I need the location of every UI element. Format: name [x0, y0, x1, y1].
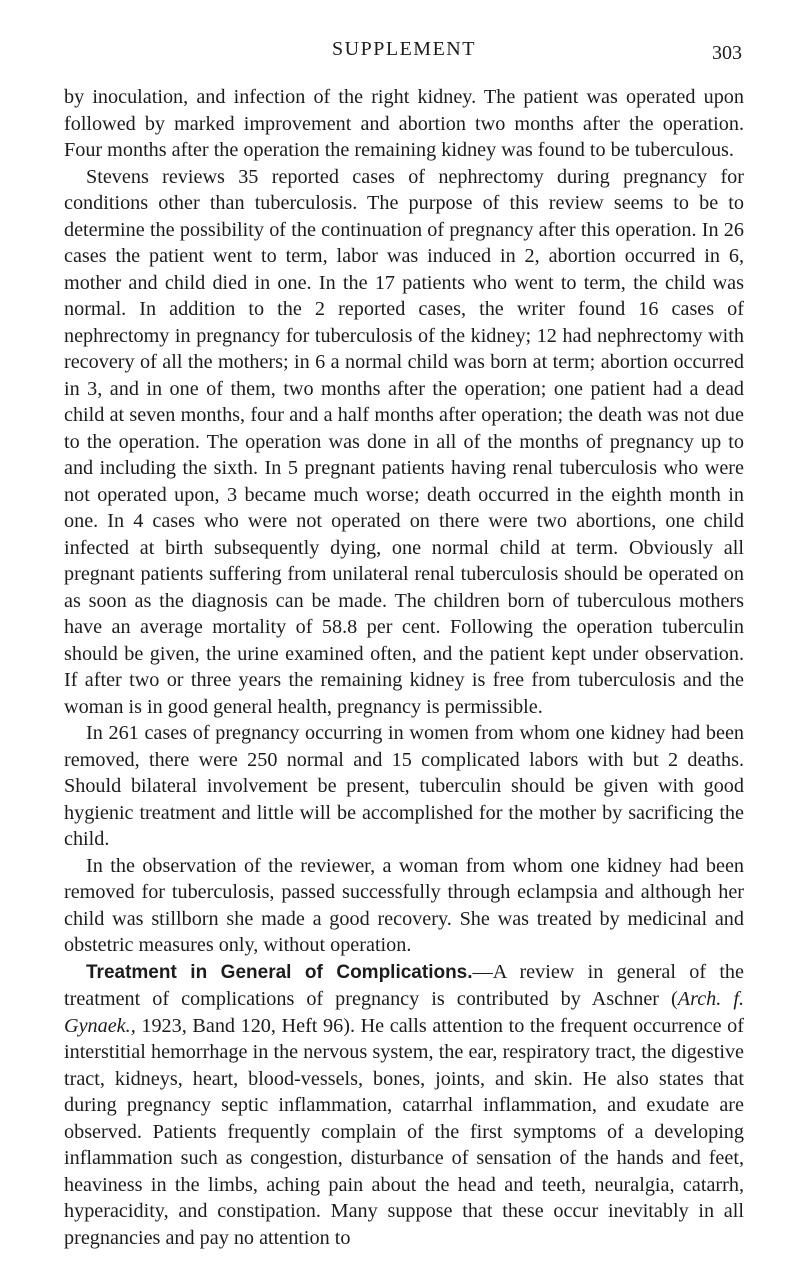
paragraph-5-lead: —A review in general of the treatment of complications of pregnancy is contributed by Aschner ( [64, 960, 744, 1010]
paragraph-4: In the observation of the reviewer, a woman from whom one kidney had been removed for tuberculosis, passed successfully through eclampsia and although her child was stillborn she made a good recovery. She was treated by medicinal and obstetric measures only, without operation. [64, 854, 744, 956]
section-heading: Treatment in General of Complications. [86, 961, 473, 983]
page-header [64, 38, 744, 68]
paragraph-3: In 261 cases of pregnancy occurring in women from whom one kidney had been removed, there were 250 normal and 15 complicated labors with but 2 deaths. Should bilateral involvement be present, tuberculin should be given with good hygienic treatment and little will be accomplished for the mother by sacrificing the child. [64, 722, 744, 850]
paragraph-2: Stevens reviews 35 reported cases of nephrectomy during pregnancy for conditions other than tuberculosis. The purpose of this review seems to be to determine the possibility of the continuation of pregnancy after this operation. In 26 cases the patient went to term, labor was induced in 2, abortion occurred in 6, mother and child died in one. In the 17 patients who went to term, the child was normal. In addition to the 2 reported cases, the writer found 16 cases of nephrectomy in pregnancy for tuberculosis of the kidney; 12 had nephrectomy with recovery of all the mothers; in 6 a normal child was born at term; abortion occurred in 3, and in one of them, two months after the operation; one patient had a dead child at seven months, four and a half months after operation; the death was not due to the operation. The operation was done in all of the months of pregnancy up to and including the sixth. In 5 pregnant patients having renal tuberculosis who were not operated upon, 3 became much worse; death occurred in the eighth month in one. In 4 cases who were not operated on there were two abortions, one child infected at birth subsequently dying, one normal child at term. Obviously all pregnant patients suffering from unilateral renal tuberculosis should be operated on as soon as the diagnosis can be made. The children born of tuberculous mothers have an average mortality of 58.8 per cent. Following the operation tuberculin should be given, the urine examined often, and the patient kept under observation. If after two or three years the remaining kidney is free from tuberculosis and the woman is in good general health, pregnancy is permissible. [64, 165, 744, 718]
paragraph-1: by inoculation, and infection of the right kidney. The patient was operated upon followed by marked improvement and abortion two months after the operation. Four months after the operation the remaining kidney was found to be tuberculous. [64, 86, 744, 161]
book-page [64, 0, 744, 1264]
running-head: SUPPLEMENT [332, 38, 476, 60]
paragraph-5 [64, 959, 744, 1252]
journal-citation: Arch. f. Gynaek., [64, 988, 744, 1037]
body-text [64, 84, 744, 1251]
page-number: 303 [712, 42, 742, 64]
paragraph-5-rest: 1923, Band 120, Heft 96). He calls attention to the frequent occurrence of interstitial hemorrhage in the nervous system, the ear, respiratory tract, the digestive tract, kidneys, heart, blood-vessels, bones, joints, and skin. He also states that during pregnancy septic inflammation, catarrhal inflammation, and exudate are observed. Patients frequently complain of the first symptoms of a developing inflammation such as congestion, disturbance of sensation of the hands and feet, heaviness in the limbs, aching pain about the head and teeth, neuralgia, catarrh, hyperacidity, and constipation. Many suppose that these occur inevitably in all pregnancies and pay no attention to [64, 1014, 744, 1249]
